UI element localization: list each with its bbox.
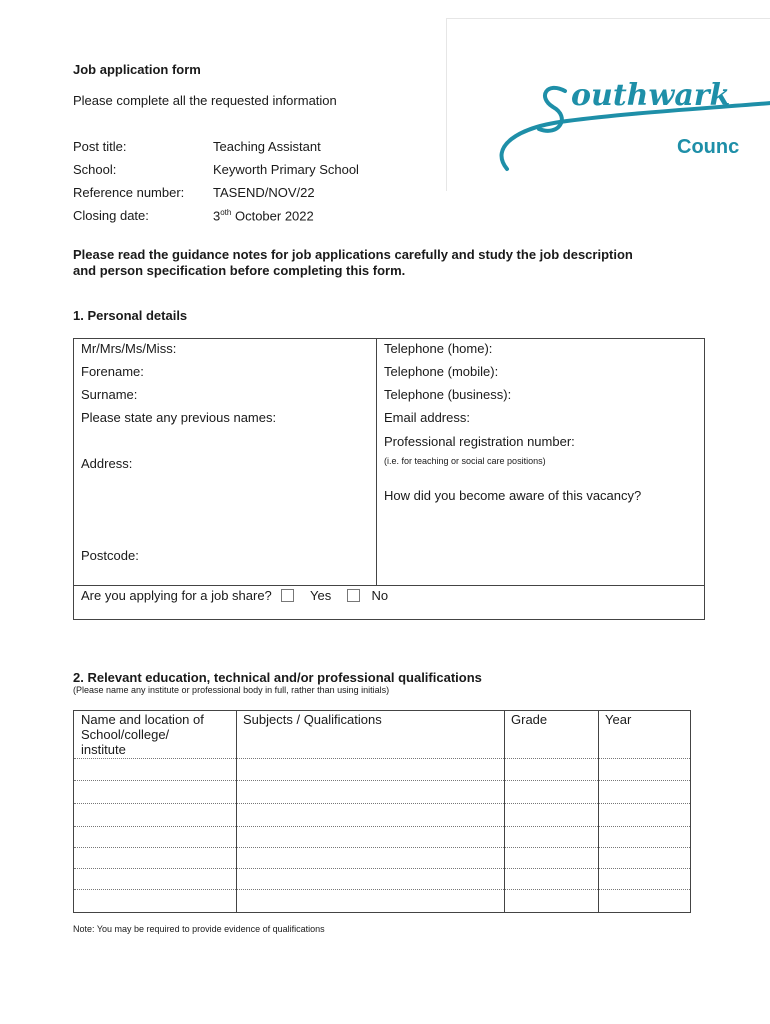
table-row[interactable] (74, 826, 690, 827)
southwark-council-logo (446, 18, 770, 191)
closing-date-month-year: October 2022 (231, 208, 314, 224)
table-row[interactable] (74, 868, 690, 869)
school-label: School: (73, 162, 117, 177)
school-value: Keyworth Primary School (213, 162, 359, 177)
table-row[interactable] (74, 758, 690, 759)
column-header-year: Year (605, 712, 632, 727)
qualifications-note: Note: You may be required to provide evidence of qualifications (73, 924, 325, 934)
closing-date-value (213, 208, 314, 223)
table-divider (376, 339, 377, 585)
form-title: Job application form (73, 62, 201, 77)
column-header-institution-line: School/college/ (81, 727, 170, 742)
column-header-subjects: Subjects / Qualifications (243, 712, 382, 727)
telephone-mobile-field[interactable]: Telephone (mobile): (384, 364, 499, 379)
guidance-line-1: Please read the guidance notes for job applications carefully and study the job description (73, 247, 633, 262)
vacancy-source-field[interactable]: How did you become aware of this vacancy? (384, 488, 642, 503)
telephone-business-field[interactable]: Telephone (business): (384, 387, 512, 402)
table-row[interactable] (74, 847, 690, 848)
telephone-home-field[interactable]: Telephone (home): (384, 341, 493, 356)
closing-date-day: 3 (213, 208, 221, 224)
post-title-value: Teaching Assistant (213, 139, 321, 154)
table-divider (504, 711, 505, 912)
professional-registration-note: (i.e. for teaching or social care positions) (384, 456, 546, 466)
job-share-no-checkbox[interactable] (347, 589, 360, 602)
job-share-no-label: No (371, 588, 389, 603)
logo-script-text: outhwark (571, 78, 731, 113)
job-share-question: Are you applying for a job share? (81, 588, 272, 603)
table-divider (74, 585, 704, 586)
section-qualifications-subtitle: (Please name any institute or professional body in full, rather than using initials) (73, 685, 390, 695)
section-personal-details-title: 1. Personal details (73, 308, 188, 323)
table-row[interactable] (74, 803, 690, 804)
guidance-line-2: and person specification before completing this form. (73, 263, 406, 278)
table-divider (236, 711, 237, 912)
title-field[interactable]: Mr/Mrs/Ms/Miss: (81, 341, 177, 356)
qualifications-table (73, 710, 691, 913)
postcode-field[interactable]: Postcode: (81, 548, 139, 563)
previous-names-field[interactable]: Please state any previous names: (81, 410, 277, 425)
column-header-institution-line: Name and location of (81, 712, 204, 727)
surname-field[interactable]: Surname: (81, 387, 138, 402)
table-row[interactable] (74, 889, 690, 890)
job-share-yes-checkbox[interactable] (281, 589, 294, 602)
closing-date-label: Closing date: (73, 208, 149, 223)
table-divider (598, 711, 599, 912)
section-qualifications-title: 2. Relevant education, technical and/or professional qualifications (73, 670, 482, 685)
personal-details-table (73, 338, 705, 620)
address-field[interactable]: Address: (81, 456, 133, 471)
form-instruction: Please complete all the requested information (73, 93, 337, 108)
table-row[interactable] (74, 780, 690, 781)
reference-value: TASEND/NOV/22 (213, 185, 315, 200)
logo-graphic (447, 19, 770, 191)
logo-council-text: Counc (677, 136, 740, 158)
reference-label: Reference number: (73, 185, 185, 200)
email-field[interactable]: Email address: (384, 410, 470, 425)
column-header-grade: Grade (511, 712, 548, 727)
job-share-yes-label: Yes (310, 588, 332, 603)
professional-registration-field[interactable]: Professional registration number: (384, 434, 575, 449)
job-share-row (81, 588, 388, 603)
closing-date-suffix: oth (220, 208, 232, 217)
post-title-label: Post title: (73, 139, 127, 154)
column-header-institution (81, 712, 204, 757)
forename-field[interactable]: Forename: (81, 364, 144, 379)
column-header-institution-line: institute (81, 742, 126, 757)
